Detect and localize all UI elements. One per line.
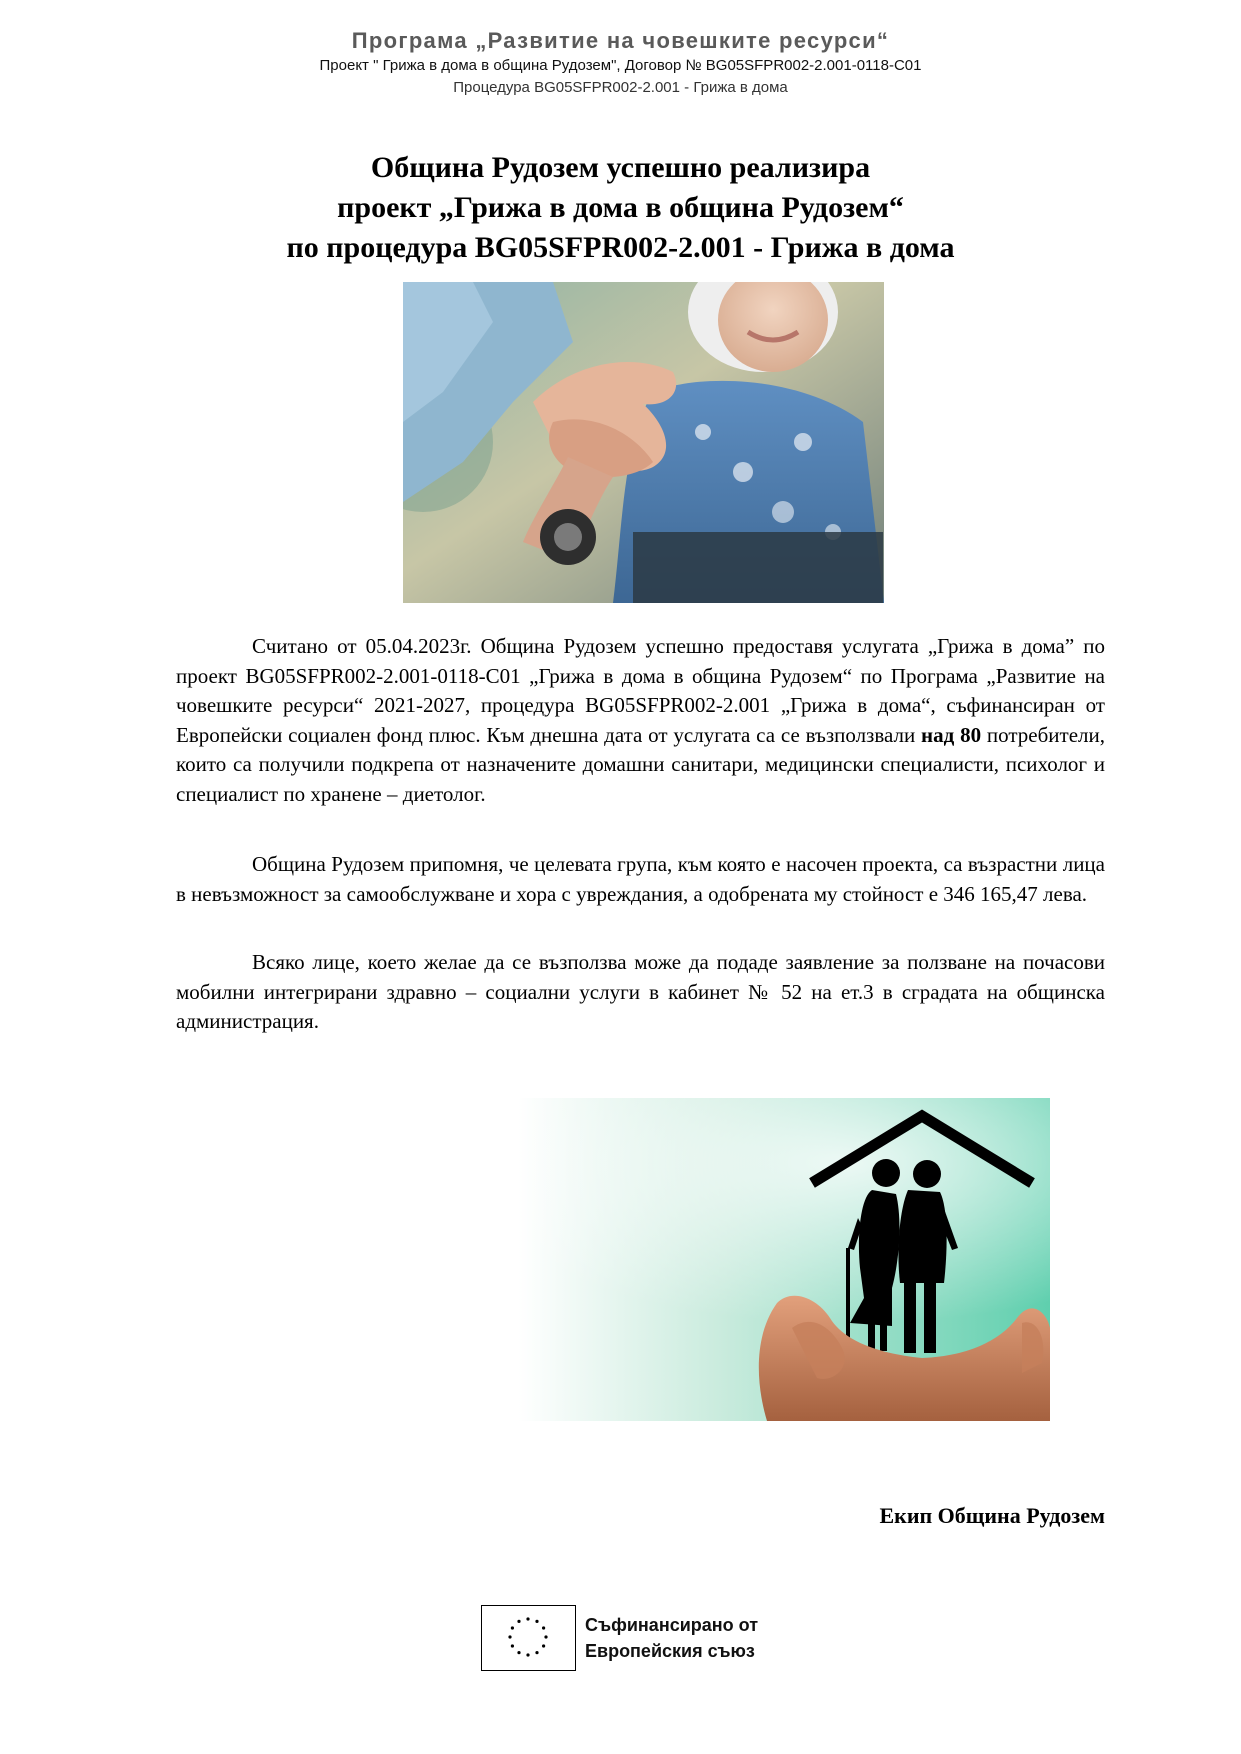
paragraph-target-group [176, 850, 1105, 909]
eu-label-line-1: Съфинансирано от [585, 1615, 759, 1635]
eu-flag-icon [481, 1605, 576, 1671]
paragraph-1-highlight: над 80 [921, 722, 982, 747]
caregiver-holding-hands-photo [403, 282, 884, 603]
page-title [0, 148, 1241, 268]
paragraph-application [176, 948, 1105, 1037]
paragraph-2-text: Община Рудозем припомня, че целевата група, към която е насочен проекта, са възрастни лица в невъзможност за самообслужване и хора с увреждания, а одобрената му стойност е 346 165,47 лева. [176, 852, 1105, 906]
paragraph-1-text-b: потребители, които са получили подкрепа от назначените домашни санитари, медицински специалисти, психолог и специалист по хранене – диетолог. [176, 722, 1105, 806]
program-header: Програма „Развитие на човешките ресурси“ [351, 28, 890, 53]
signature-team: Екип Община Рудозем [879, 1503, 1105, 1528]
eu-cofunding-label [585, 1612, 758, 1664]
title-line-1: Община Рудозем успешно реализира [370, 151, 871, 184]
procedure-line: Процедура BG05SFPR002-2.001 - Грижа в дома [453, 79, 788, 96]
title-line-3: по процедура BG05SFPR002-2.001 - Грижа в дома [286, 231, 955, 264]
eu-label-line-2: Европейския съюз [585, 1641, 755, 1661]
paragraph-3-text: Всяко лице, което желае да се възползва може да подаде заявление за ползване на почасови мобилни интегрирани здравно – социални услуги в кабинет № 52 на ет.3 в сградата на общинска администрация. [176, 950, 1105, 1033]
elderly-couple-home-care-illustration [232, 1098, 1050, 1421]
paragraph-service-start [176, 632, 1105, 809]
paragraph-1-text-a: Считано от 05.04.2023г. Община Рудозем успешно предоставя услугата „Грижа в дома” по проект BG05SFPR002-2.001-0118-C01 „Грижа в дома в община Рудозем“ по Програма „Развитие на човешките ресурси“ 2021-2027, процедура BG05SFPR002-2.001 „Грижа в дома“, съфинансиран от Европейски социален фонд плюс. Към днешна дата от услугата са се възползвали [176, 634, 1105, 747]
title-line-2: проект „Грижа в дома в община Рудозем“ [337, 191, 904, 224]
project-contract-line: Проект " Грижа в дома в община Рудозем", Договор № BG05SFPR002-2.001-0118-C01 [319, 57, 922, 74]
